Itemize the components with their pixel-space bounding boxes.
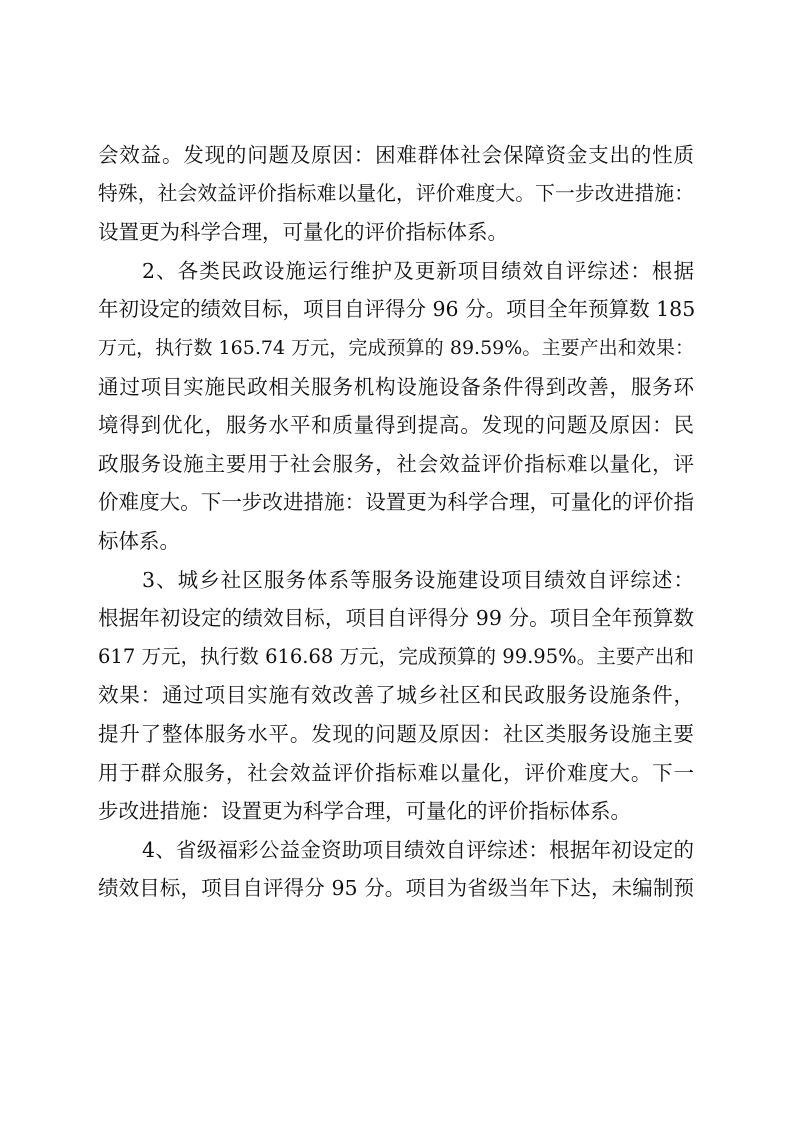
text-line-20: 绩效目标，项目自评得分 95 分。项目为省级当年下达，未编制预 (98, 876, 694, 901)
text-line-11: 标体系。 (98, 528, 180, 553)
text-line-16: 提升了整体服务水平。发现的问题及原因：社区类服务设施主要 (98, 721, 694, 746)
document-body (98, 136, 694, 908)
text-line-3: 设置更为科学合理，可量化的评价指标体系。 (98, 220, 508, 245)
text-line-13: 根据年初设定的绩效目标，项目自评得分 99 分。项目全年预算数 (98, 606, 694, 631)
text-line-15: 效果：通过项目实施有效改善了城乡社区和民政服务设施条件， (98, 683, 694, 708)
text-line-8: 境得到优化，服务水平和质量得到提高。发现的问题及原因：民 (98, 413, 694, 438)
text-line-5: 年初设定的绩效目标，项目自评得分 96 分。项目全年预算数 185 (98, 297, 696, 322)
text-line-6: 万元，执行数 165.74 万元，完成预算的 89.59%。主要产出和效果： (98, 336, 694, 359)
text-line-17: 用于群众服务，社会效益评价指标难以量化，评价难度大。下一 (98, 760, 694, 785)
text-line-7: 通过项目实施民政相关服务机构设施设备条件得到改善，服务环 (98, 374, 694, 399)
paragraph-4-heading-line: 4、省级福彩公益金资助项目绩效自评综述：根据年初设定的 (142, 837, 694, 862)
text-line-18: 步改进措施：设置更为科学合理，可量化的评价指标体系。 (98, 799, 631, 824)
text-line-10: 价难度大。下一步改进措施：设置更为科学合理，可量化的评价指 (98, 490, 694, 515)
text-line-2: 特殊，社会效益评价指标难以量化，评价难度大。下一步改进措施： (98, 181, 694, 205)
text-line-9: 政服务设施主要用于社会服务，社会效益评价指标难以量化，评 (98, 451, 694, 476)
paragraph-2-heading-line: 2、各类民政设施运行维护及更新项目绩效自评综述：根据 (142, 258, 694, 283)
text-line-1: 会效益。发现的问题及原因：困难群体社会保障资金支出的性质 (98, 143, 694, 167)
text-line-14: 617 万元，执行数 616.68 万元，完成预算的 99.95%。主要产出和 (98, 644, 694, 668)
paragraph-3-heading-line: 3、城乡社区服务体系等服务设施建设项目绩效自评综述： (142, 567, 694, 592)
